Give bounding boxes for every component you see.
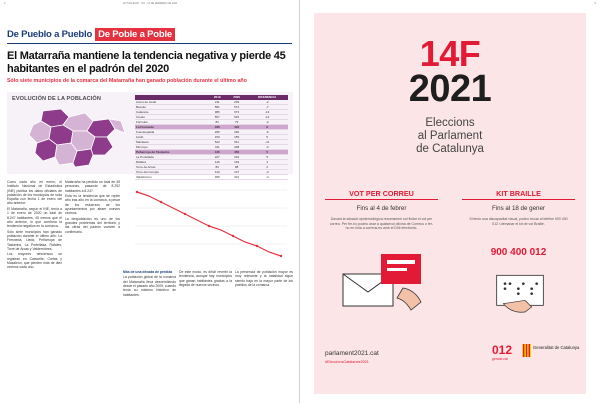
braille-kit-deadline: Fins al 18 de gener [492, 205, 545, 212]
table-cell: 3 [246, 159, 288, 164]
election-title [314, 117, 586, 156]
table-cell: 450 [227, 149, 246, 154]
table-cell: 146 [208, 159, 227, 164]
table-cell: Lledó [135, 134, 208, 139]
election-advertisement [314, 13, 586, 394]
table-cell: Arens de Lledó [135, 100, 208, 105]
article-paragraph: La población global de la comarca del Matarraña lleva descendiendo desde el pasado año 2009, cuando tenía su máximo histórico de habitantes. [123, 275, 176, 297]
table-cell: 442 [227, 124, 246, 129]
article-paragraph: Como cada año en enero, el Instituto Nacional de Estadística (INE) publica los datos oficiales de población de los municipios de toda España con fecha 1 de enero del año anterior. [7, 180, 62, 206]
table-cell: 522 [208, 139, 227, 144]
generalitat-logo-icon [522, 344, 531, 357]
article-paragraph: Los mayores descensos se registran en Calaceite, Cretas y Mazaleón, que pierden más de diez vecinos cada uno. [7, 252, 62, 270]
table-header-cell: 2019 [208, 95, 227, 100]
infographic-title: EVOLUCIÓN DE LA POBLACIÓN [12, 96, 101, 102]
table-cell: Fórnoles [135, 119, 208, 124]
page-folio-right [300, 0, 600, 7]
section-name-catalan: De Poble a Poble [95, 28, 175, 41]
title-line: al Parlament [417, 130, 483, 142]
article-paragraph: Sólo siete municipios han ganado población durante el último año: La Fresneda, Lledó, Peñarroya de Tastavins, La Portellada, Ráfales, Torre de Arcas y Valderrobres. [7, 229, 62, 251]
table-cell: -4 [246, 174, 288, 179]
article-subheadline: Sólo siete municipios de la comarca del Matarraña han ganado población durante el último año [7, 78, 247, 84]
campaign-url[interactable]: parlament2021.cat [325, 350, 379, 357]
table-cell: 308 [227, 144, 246, 149]
table-cell: 445 [208, 149, 227, 154]
table-cell: Calaceite [135, 109, 208, 114]
article-column-4 [179, 270, 232, 399]
table-cell: 5 [246, 134, 288, 139]
table-cell: 140 [208, 169, 227, 174]
article-paragraph: Matarraña ha perdido un total de 45 personas, pasando de 8.292 habitantes a 8.247. [65, 180, 120, 193]
article-paragraph: La despoblación es uno de los grandes problemas del territorio y las cifras del padrón vuelven a confirmarlo. [65, 216, 120, 234]
table-cell: Beceite [135, 104, 208, 109]
table-cell: 88 [227, 164, 246, 169]
mail-ballot-illustration [333, 244, 433, 316]
braille-kit-box [462, 189, 575, 339]
info-phone-url: gencat.cat [492, 357, 508, 361]
table-cell: 150 [208, 134, 227, 139]
table-cell: Cretas [135, 114, 208, 119]
article-paragraph: De este modo, es difícil revertir la tendencia, aunque hay municipios que ganan habitantes gracias a la llegada de nuevos vecinos. [179, 270, 232, 287]
table-cell: 155 [227, 134, 246, 139]
article-column-1 [7, 180, 62, 399]
table-cell: 511 [227, 139, 246, 144]
table-cell: 581 [208, 104, 227, 109]
table-cell: -7 [246, 104, 288, 109]
map-municipalities [29, 109, 125, 167]
table-cell: 82 [208, 119, 227, 124]
vote-by-mail-box [325, 189, 438, 339]
article-column-2 [65, 180, 120, 399]
table-cell: 6 [246, 124, 288, 129]
population-trend-chart [123, 180, 293, 266]
table-cell: Peñarroya de Tastavins [135, 149, 208, 154]
table-cell: 79 [227, 119, 246, 124]
table-cell: -12 [246, 114, 288, 119]
table-cell: -3 [246, 169, 288, 174]
braille-kit-phone: 900 400 012 [490, 247, 547, 258]
table-cell: Ráfales [135, 159, 208, 164]
table-cell: Monroyo [135, 144, 208, 149]
column-subheading: Más de una década de pérdida [123, 270, 173, 274]
folio-line: ACTUALIDAD · XIX · 12 DE FEBRERO DE 2021 [122, 2, 178, 5]
table-cell: 301 [227, 174, 246, 179]
table-cell: La Portellada [135, 154, 208, 159]
vote-by-mail-deadline: Fins al 4 de febrer [356, 205, 407, 212]
table-cell: 986 [208, 109, 227, 114]
table-cell: -6 [246, 129, 288, 134]
article-paragraph: Esta es la tendencia que se repite año tras año en la comarca, a pesar de los esfuerzos de los ayuntamientos por atraer nuevos vecinos. [65, 194, 120, 216]
table-cell: 86 [208, 164, 227, 169]
population-infographic [7, 92, 293, 179]
table-cell: 2 [246, 164, 288, 169]
table-cell: 545 [227, 114, 246, 119]
vote-by-mail-text: Davant la situació epidemiològica recomanem sol·licitar el vot per correu. Per fer-ho podeu anar a qualsevol oficina de Correus o fer-ho en línia a correus.es amb el DNI electrònic. [329, 217, 434, 231]
table-cell: 5 [246, 154, 288, 159]
article-headline: El Matarraña mantiene la tendencia negativa y pierde 45 habitantes en el padrón del 2020 [7, 50, 286, 75]
title-line: de Catalunya [416, 143, 484, 155]
table-cell: -11 [246, 139, 288, 144]
page-folio [0, 0, 299, 7]
article-paragraph: La presencia de población mayor es muy relevante y la natalidad sigue siendo baja en la mayor parte de los pueblos de la comarca. [235, 270, 293, 287]
section-name-spanish: De Pueblo a Pueblo [7, 28, 93, 40]
table-cell: 5 [246, 149, 288, 154]
article-column-5 [235, 270, 293, 399]
page-number-right: 5 [594, 2, 596, 5]
table-cell: 211 [208, 100, 227, 105]
comarca-map [13, 105, 133, 169]
section-header [7, 28, 175, 40]
article-paragraph: El Matarraña, según el INE, tenía a 1 de enero de 2020 un total de 8.247 habitantes, 45 menos que el año anterior, lo que confirma la tendencia negativa en la comarca. [7, 206, 62, 229]
table-cell: -13 [246, 109, 288, 114]
table-cell: -2 [246, 100, 288, 105]
table-cell: 311 [208, 144, 227, 149]
table-header-cell: DIFERENCIA [246, 95, 288, 100]
table-cell: -3 [246, 119, 288, 124]
table-cell: 149 [227, 159, 246, 164]
vote-by-mail-title: VOT PER CORREU [325, 189, 438, 200]
table-cell: 557 [208, 114, 227, 119]
braille-illustration [470, 267, 570, 327]
table-cell: -3 [246, 144, 288, 149]
election-date: 14F [419, 33, 481, 74]
table-cell: Fuentespalda [135, 129, 208, 134]
table-cell: 137 [227, 169, 246, 174]
table-cell: 232 [227, 154, 246, 159]
generalitat-name: Generalitat de Catalunya [533, 345, 580, 350]
table-cell: Torre de Arcas [135, 164, 208, 169]
table-header-cell: 2020 [227, 95, 246, 100]
info-phone-short: 012 [492, 343, 513, 357]
title-line: Eleccions [425, 117, 475, 129]
election-year: 2021 [408, 68, 492, 110]
table-cell: Valdeltormo [135, 174, 208, 179]
campaign-hashtag: #EleccionsCatalanes2021 [325, 360, 369, 364]
right-newspaper-page [300, 0, 600, 403]
population-table [135, 95, 288, 190]
table-cell: 290 [227, 129, 246, 134]
table-cell: 296 [208, 129, 227, 134]
table-cell: 209 [227, 100, 246, 105]
table-cell: La Fresneda [135, 124, 208, 129]
table-cell: 227 [208, 154, 227, 159]
table-cell: 305 [208, 174, 227, 179]
article-column-3 [123, 270, 176, 399]
page-number: 4 [4, 2, 6, 5]
table-cell: Torre del Compte [135, 169, 208, 174]
section-divider [7, 43, 292, 44]
braille-kit-text: Si teniu una discapacitat visual, podeu trucar al telèfon 900 400 012 i demanar el kit de vot Braille. [469, 217, 568, 226]
braille-kit-title: KIT BRAILLE [462, 189, 575, 200]
table-cell: 973 [227, 109, 246, 114]
table-cell: 436 [208, 124, 227, 129]
table-cell: 574 [227, 104, 246, 109]
table-cell: Mazaleón [135, 139, 208, 144]
